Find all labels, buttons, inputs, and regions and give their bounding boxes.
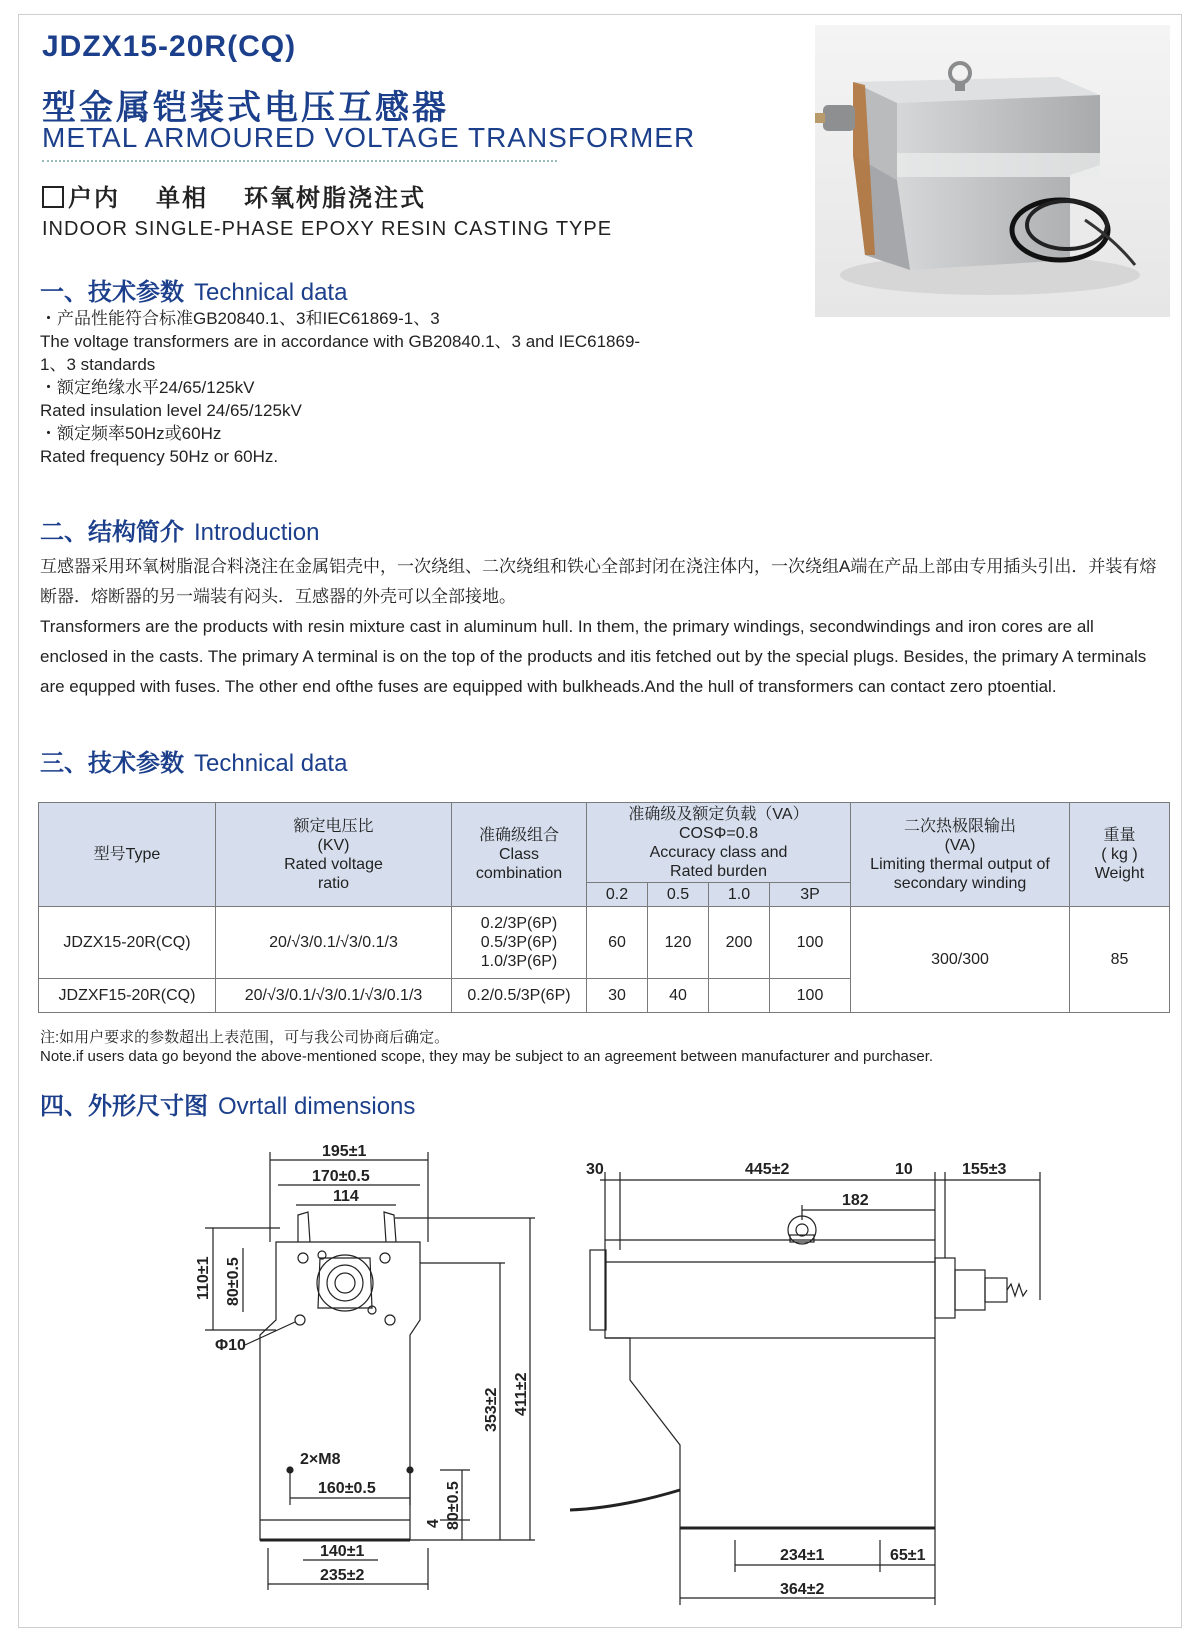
section1-title-en: Technical data [194,279,348,306]
dim-label: 364±2 [780,1581,825,1598]
dim-label: 170±0.5 [312,1168,370,1185]
th-accuracy: 准确级及额定负载（VA） COSΦ=0.8 Accuracy class and Rated burden [587,803,851,883]
note-cn: 注:如用户要求的参数超出上表范围，可与我公司协商后确定。 [40,1029,450,1046]
th-acc-05: 0.5 [648,883,709,907]
side-view [570,1172,1040,1605]
model-title: JDZX15-20R(CQ) [42,30,297,63]
cell-v05: 120 [648,907,709,979]
subtitle-single-phase: 单相 [156,184,208,212]
dim-label: 445±2 [745,1161,790,1178]
th-class: 准确级组合 Class combination [452,803,587,907]
spec-line: The voltage transformers are in accordance with GB20840.1、3 and IEC61869- [40,332,641,351]
th-acc-10: 1.0 [709,883,770,907]
th-thermal: 二次热极限输出 (VA) Limiting thermal output of secondary winding [851,803,1070,907]
cell-v02: 60 [587,907,648,979]
intro-en: Transformers are the products with resin mixture cast in aluminum hull. In them, the primary windings, secondwindings and iron cores are all enclosed in the casts. The primary A terminal is on the top of the products and itis fetched out by the special plugs. Besides, the primary A terminals are equpped with fuses. The other end ofthe fuses are equipped with bulkheads.And the hull of transformers can contact zero ptoential. [40,617,1147,696]
cell-v02: 30 [587,979,648,1013]
cell-weight: 85 [1070,907,1170,1013]
dim-label: 2×M8 [300,1451,341,1468]
subtitle-epoxy: 环氧树脂浇注式 [244,184,426,212]
spec-line: ・额定频率50Hz或60Hz [40,424,222,443]
dimension-labels [195,1143,1006,1598]
cell-ratio: 20/√3/0.1/√3/0.1/3 [216,907,452,979]
cell-v3p: 100 [770,907,851,979]
spec-line: Rated insulation level 24/65/125kV [40,401,302,420]
subtitle-indoor: 户内 [68,184,120,212]
cell-class: 0.2/3P(6P) 0.5/3P(6P) 1.0/3P(6P) [452,907,587,979]
dim-label: Φ10 [215,1337,246,1354]
dim-label: 411±2 [513,1372,530,1416]
dim-label: 80±0.5 [445,1481,462,1530]
dim-label: 65±1 [890,1547,926,1564]
section1-title-cn: 一、技术参数 [40,278,184,306]
cell-thermal: 300/300 [851,907,1070,1013]
cell-v3p: 100 [770,979,851,1013]
title-en: METAL ARMOURED VOLTAGE TRANSFORMER [42,122,696,153]
th-acc-02: 0.2 [587,883,648,907]
front-view [205,1152,535,1590]
dim-label: 140±1 [320,1543,365,1560]
spec-line: Rated frequency 50Hz or 60Hz. [40,447,279,466]
dim-label: 10 [895,1161,913,1178]
dim-label: 30 [586,1161,604,1178]
cell-ratio: 20/√3/0.1/√3/0.1/√3/0.1/3 [216,979,452,1013]
dim-label: 234±1 [780,1547,825,1564]
subtitle-en: INDOOR SINGLE-PHASE EPOXY RESIN CASTING TYPE [42,218,613,240]
dim-label: 4 [425,1519,442,1528]
spec-line: 1、3 standards [40,355,156,374]
dim-label: 110±1 [195,1256,212,1300]
intro-cn: 互感器采用环氧树脂混合料浇注在金属铝壳中，一次绕组、二次绕组和铁心全部封闭在浇注体内，一次绕组A端在产品上部由专用插头引出．并装有熔断器．熔断器的另一端装有闷头．互感器的外壳可以全部接地。 [40,557,1157,606]
section2-title-cn: 二、结构简介 [40,518,184,546]
spec-line: ・额定绝缘水平24/65/125kV [40,378,255,397]
dim-label: 195±1 [322,1143,367,1160]
dim-label: 182 [842,1192,869,1209]
cell-v10: 200 [709,907,770,979]
cell-type: JDZXF15-20R(CQ) [39,979,216,1013]
section3-title-en: Technical data [194,750,348,777]
th-acc-3p: 3P [770,883,851,907]
dim-label: 80±0.5 [225,1257,242,1306]
title-cn: 型金属铠装式电压互感器 [42,88,449,128]
section4-title-en: Ovrtall dimensions [218,1093,416,1120]
spec-line: ・产品性能符合标准GB20840.1、3和IEC61869-1、3 [40,309,440,328]
dim-label: 155±3 [962,1161,1007,1178]
dim-label: 353±2 [483,1387,500,1432]
dim-label: 114 [333,1188,359,1205]
section3-title-cn: 三、技术参数 [40,749,184,777]
th-ratio: 额定电压比 (KV) Rated voltage ratio [216,803,452,907]
th-weight: 重量 ( kg ) Weight [1070,803,1170,907]
th-type: 型号Type [39,803,216,907]
section4-title-cn: 四、外形尺寸图 [40,1092,208,1120]
note-en: Note.if users data go beyond the above-mentioned scope, they may be subject to an agreement between manufacturer and purchaser. [40,1048,934,1065]
section2-title-en: Introduction [194,519,320,546]
cell-class: 0.2/0.5/3P(6P) [452,979,587,1013]
dim-label: 160±0.5 [318,1480,376,1497]
cell-v05: 40 [648,979,709,1013]
dim-label: 235±2 [320,1567,365,1584]
cell-type: JDZX15-20R(CQ) [39,907,216,979]
